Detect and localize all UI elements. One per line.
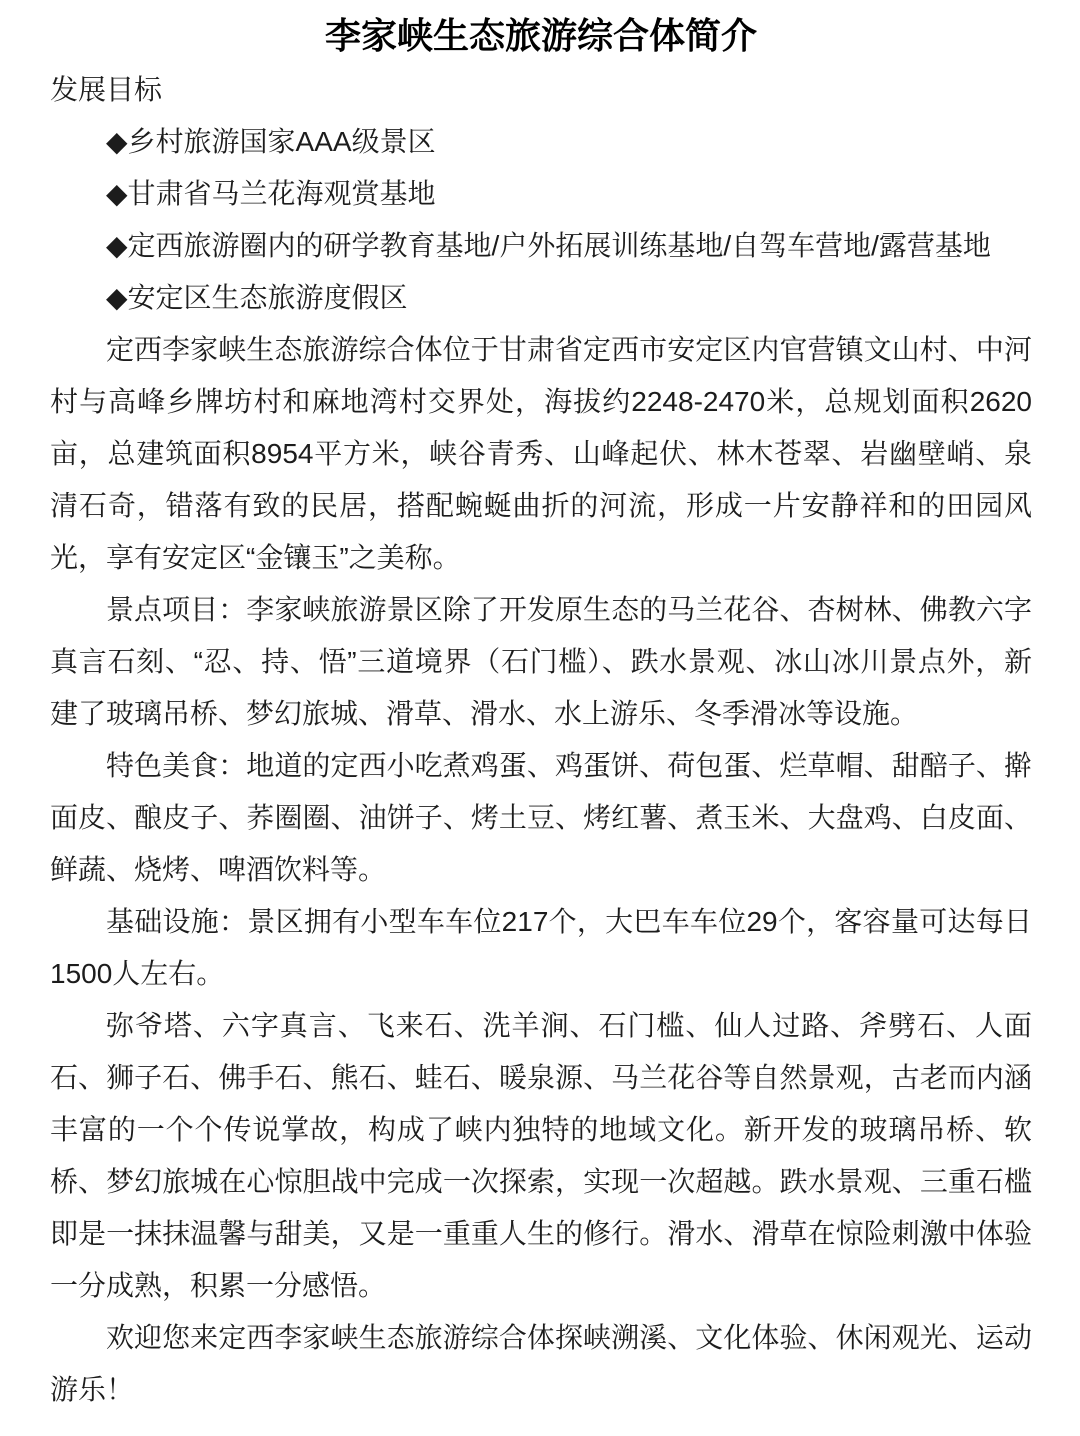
body-paragraphs: [50, 324, 1032, 1416]
goal-bullet-label: 乡村旅游国家AAA级景区: [127, 126, 436, 157]
goal-bullet-item: [50, 220, 1032, 272]
diamond-bullet-icon: ◆: [106, 126, 128, 157]
diamond-bullet-icon: ◆: [106, 282, 128, 313]
goal-bullet-list: [50, 116, 1032, 324]
goal-bullet-label: 定西旅游圈内的研学教育基地/户外拓展训练基地/自驾车营地/露营基地: [127, 230, 991, 261]
goal-bullet-label: 甘肃省马兰花海观赏基地: [127, 178, 436, 209]
goal-bullet-item: [50, 168, 1032, 220]
diamond-bullet-icon: ◆: [106, 178, 128, 209]
body-paragraph: 欢迎您来定西李家峡生态旅游综合体探峡溯溪、文化体验、休闲观光、运动游乐！: [50, 1322, 1032, 1405]
section-heading-development-goals: 发展目标: [50, 74, 163, 105]
body-paragraph: 特色美食：地道的定西小吃煮鸡蛋、鸡蛋饼、荷包蛋、烂草帽、甜醅子、擀面皮、酿皮子、荞圈圈、油饼子、烤土豆、烤红薯、煮玉米、大盘鸡、白皮面、鲜蔬、烧烤、啤酒饮料等。: [50, 750, 1032, 885]
goal-bullet-item: [50, 272, 1032, 324]
body-paragraph: 定西李家峡生态旅游综合体位于甘肃省定西市安定区内官营镇文山村、中河村与高峰乡牌坊村和麻地湾村交界处，海拔约2248-2470米，总规划面积2620亩，总建筑面积8954平方米，峡谷青秀、山峰起伏、林木苍翠、岩幽壁峭、泉清石奇，错落有致的民居，搭配蜿蜒曲折的河流，形成一片安静祥和的田园风光，享有安定区“金镶玉”之美称。: [50, 334, 1032, 573]
goal-bullet-item: [50, 116, 1032, 168]
body-paragraph: 景点项目：李家峡旅游景区除了开发原生态的马兰花谷、杏树林、佛教六字真言石刻、“忍、持、悟”三道境界（石门槛）、跌水景观、冰山冰川景点外，新建了玻璃吊桥、梦幻旅城、滑草、滑水、水上游乐、冬季滑冰等设施。: [50, 594, 1032, 729]
body-paragraph: 弥爷塔、六字真言、飞来石、洗羊涧、石门槛、仙人过路、斧劈石、人面石、狮子石、佛手石、熊石、蛙石、暖泉源、马兰花谷等自然景观，古老而内涵丰富的一个个传说掌故，构成了峡内独特的地域文化。新开发的玻璃吊桥、软桥、梦幻旅城在心惊胆战中完成一次探索，实现一次超越。跌水景观、三重石槛即是一抹抹温馨与甜美，又是一重重人生的修行。滑水、滑草在惊险刺激中体验一分成熟，积累一分感悟。: [50, 1010, 1032, 1301]
goal-bullet-label: 安定区生态旅游度假区: [127, 282, 408, 313]
document-page: [50, 10, 1032, 1416]
document-title: 李家峡生态旅游综合体简介: [324, 15, 757, 56]
body-paragraph: 基础设施：景区拥有小型车车位217个，大巴车车位29个，客容量可达每日1500人左右。: [50, 906, 1032, 989]
diamond-bullet-icon: ◆: [106, 230, 128, 261]
